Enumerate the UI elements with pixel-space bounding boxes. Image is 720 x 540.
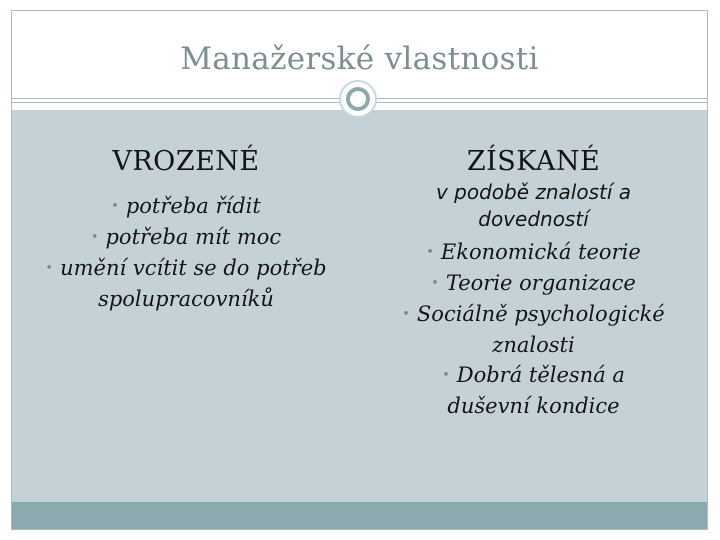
item-line: potřeba řídit <box>125 194 261 218</box>
item-line: umění vcítit se do potřeb <box>60 256 327 280</box>
item-line: potřeba mít moc <box>105 225 282 249</box>
bullet-icon: • <box>90 230 99 245</box>
right-heading: ZÍSKANÉ <box>466 146 601 177</box>
intro-line: v podobě znalostí a <box>435 180 632 204</box>
bullet-icon: • <box>111 199 119 214</box>
intro-line: dovedností <box>478 207 589 231</box>
bullet-icon: • <box>402 307 410 322</box>
list-item <box>12 222 360 253</box>
footer-bar <box>12 502 707 529</box>
list-item <box>12 191 360 222</box>
list-item <box>360 299 707 360</box>
item-line: Ekonomická teorie <box>440 240 641 264</box>
list-item <box>360 237 707 268</box>
bullet-icon: • <box>431 276 439 291</box>
ring-ornament-icon <box>339 80 377 118</box>
list-item <box>12 253 360 314</box>
ring-inner <box>346 87 370 111</box>
right-column <box>360 146 707 421</box>
right-intro <box>360 179 707 233</box>
item-line: Teorie organizace <box>445 271 636 295</box>
left-column <box>12 146 360 314</box>
list-item <box>360 268 707 299</box>
left-list <box>12 191 360 314</box>
bullet-icon: • <box>442 368 450 383</box>
item-line: Sociálně psychologické <box>416 302 665 326</box>
item-line: spolupracovníků <box>98 287 274 311</box>
bullet-icon: • <box>426 245 434 260</box>
item-line: Dobrá tělesná a <box>456 363 625 387</box>
list-item <box>360 360 707 421</box>
left-heading: VROZENÉ <box>112 146 260 177</box>
bullet-icon: • <box>45 261 54 276</box>
item-line: znalosti <box>492 333 575 357</box>
slide-title: Manažerské vlastnosti <box>180 41 539 77</box>
right-list <box>360 237 707 421</box>
item-line: duševní kondice <box>447 394 620 418</box>
